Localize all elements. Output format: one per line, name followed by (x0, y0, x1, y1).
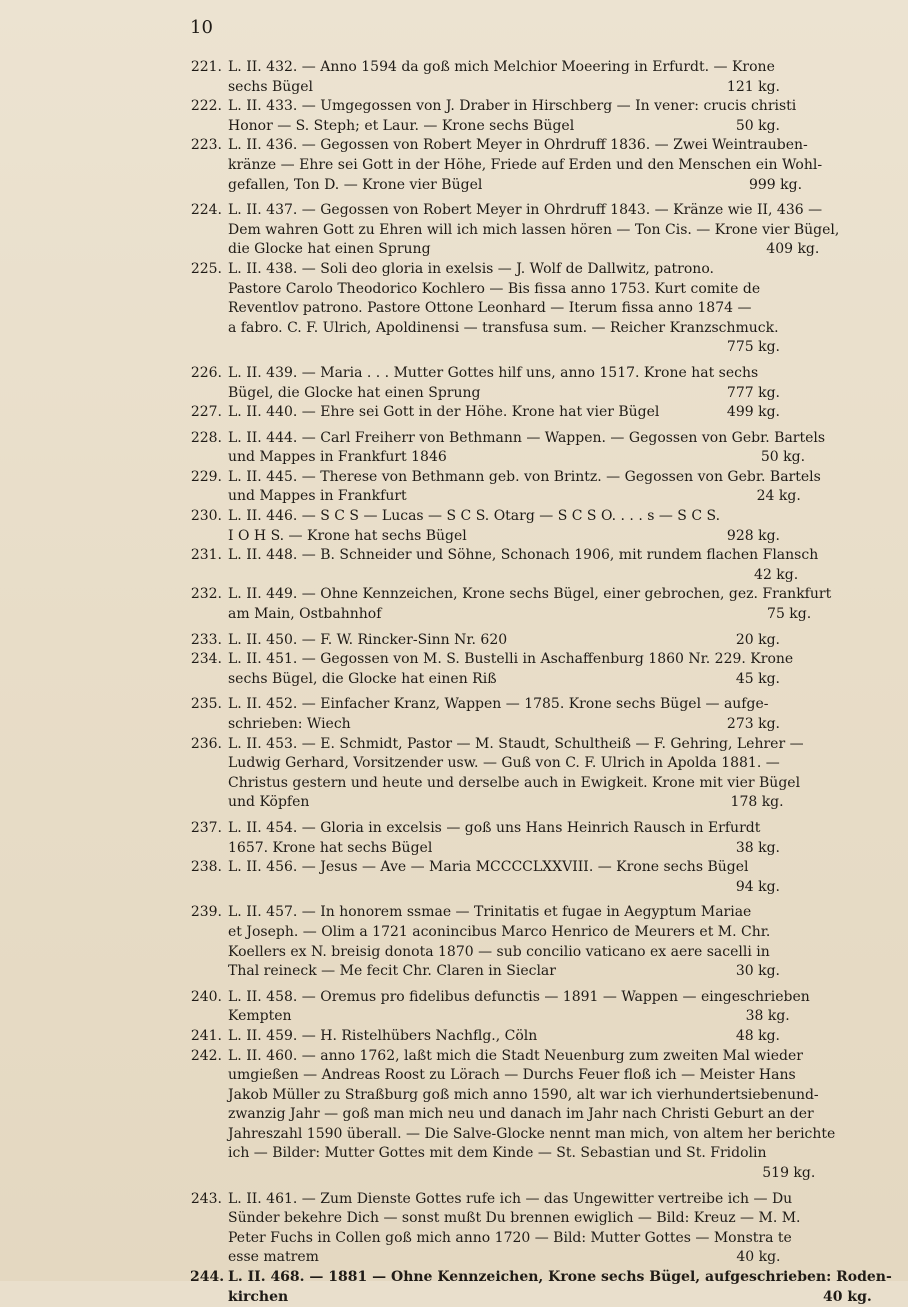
entry-number: 223. (190, 137, 222, 154)
entry-line-text: a fabro. C. F. Ulrich, Apoldinensi — transfusa sum. — Reicher Kranzschmuck. (228, 319, 779, 336)
entry-line-text: esse matrem (228, 1249, 319, 1266)
entry-line (228, 136, 822, 156)
entry-text (228, 735, 804, 813)
entry-number: 222. (190, 98, 222, 115)
entry-line-text: et Joseph. — Olim a 1721 aconincibus Marco Henrico de Meurers et M. Chr. (228, 923, 771, 940)
entry-line (228, 221, 839, 241)
bell-weight: 499 kg. (726, 404, 780, 421)
entry-number: 228. (190, 429, 222, 446)
bell-weight: 273 kg. (726, 716, 780, 732)
entry-line-text: und Mappes in Frankfurt 1846 (228, 449, 447, 466)
entry-text (228, 364, 800, 403)
entry-line-text: sechs Bügel (228, 78, 313, 95)
entry-line-text: schrieben: Wiech (228, 716, 351, 732)
entry-line-text: gefallen, Ton D. — Krone vier Bügel (228, 176, 483, 193)
entry-number: 240. (190, 988, 222, 1005)
entry-237 (190, 819, 800, 858)
entry-line (228, 631, 800, 651)
entry-line-text: Dem wahren Gott zu Ehren will ich mich lassen hören — Ton Cis. — Krone vier Bügel, (228, 221, 840, 238)
entry-number: 238. (190, 859, 222, 876)
entry-text (228, 858, 800, 897)
entry-number: 230. (190, 508, 222, 525)
entry-229 (190, 468, 821, 507)
entry-text (228, 58, 800, 97)
entry-line-text: Christus gestern und heute und derselbe auch in Ewigkeit. Krone mit vier Bügel (228, 774, 801, 791)
entry-line (228, 240, 839, 260)
bell-weight: 999 kg. (748, 176, 803, 193)
entry-line-text: L. II. 437. — Gegossen von Robert Meyer in Ohrdruff 1843. — Kränze wie II, 436 — (228, 202, 823, 219)
entry-line-text: kränze — Ehre sei Gott in der Höhe, Friede auf Erden und den Menschen ein Wohl- (228, 156, 823, 173)
entry-line-text: L. II. 452. — Einfacher Kranz, Wappen — 1785. Krone sechs Bügel — aufge- (228, 696, 769, 713)
entry-line-text: L. II. 468. — 1881 — Ohne Kennzeichen, Krone sechs Bügel, aufgeschrieben: Roden- (228, 1269, 892, 1286)
entry-number: 244. (190, 1269, 225, 1286)
entry-line (228, 260, 800, 280)
entry-241 (190, 1027, 800, 1047)
entry-number: 241. (190, 1027, 222, 1044)
entry-line-text: umgießen — Andreas Roost zu Lörach — Durchs Feuer floß ich — Meister Hans (228, 1067, 796, 1084)
bell-weight: 40 kg. (823, 1288, 872, 1305)
entry-line-text: Peter Fuchs in Collen goß mich anno 1720 — Bild: Mutter Gottes — Monstra te (228, 1229, 792, 1246)
page-number: 10 (190, 17, 213, 38)
entry-line (228, 1086, 835, 1106)
entry-236 (190, 735, 804, 813)
entry-text (228, 546, 818, 585)
entry-231 (190, 546, 819, 585)
entry-line (228, 1027, 800, 1047)
entry-text (228, 1047, 835, 1184)
entry-line (228, 1229, 801, 1249)
entry-line (228, 735, 804, 755)
entry-line-text: und Köpfen (228, 794, 310, 811)
entry-line-text: L. II. 459. — H. Ristelhübers Nachflg., Cöln (228, 1027, 538, 1044)
entry-line (228, 1268, 892, 1288)
entry-line-text: am Main, Ostbahnhof (228, 606, 382, 623)
entry-line-text: Jahreszahl 1590 überall. — Die Salve-Glocke nennt man mich, von altem her berichte (228, 1125, 836, 1142)
entry-line-text: Honor — S. Steph; et Laur. — Krone sechs Bügel (228, 117, 575, 134)
entry-line (228, 78, 800, 98)
entry-text (228, 97, 800, 136)
entry-line (228, 754, 804, 774)
entry-line-text: L. II. 445. — Therese von Bethmann geb. von Brintz. — Gegossen von Gebr. Bartels (228, 468, 821, 485)
entry-line-text: L. II. 433. — Umgegossen von J. Draber in Hirschberg — In vener: crucis christi (228, 98, 797, 115)
bell-weight: 928 kg. (726, 527, 780, 544)
entry-line-text: L. II. 432. — Anno 1594 da goß mich Melchior Moeering in Erfurdt. — Krone (228, 59, 775, 75)
entry-line-text: L. II. 457. — In honorem ssmae — Trinitatis et fugae in Aegyptum Mariae (228, 904, 752, 921)
entry-number: 242. (190, 1047, 222, 1064)
entry-233 (190, 631, 800, 651)
entry-line (228, 1209, 801, 1229)
entry-number: 229. (190, 468, 222, 485)
entry-line (228, 1190, 801, 1210)
entry-text (228, 403, 800, 423)
entry-number: 233. (190, 631, 222, 648)
entry-text (228, 1268, 892, 1307)
entry-line (228, 1144, 835, 1182)
bell-weight: 178 kg. (730, 794, 784, 811)
entry-line (228, 1248, 801, 1268)
entry-line (228, 546, 818, 566)
entry-line-text: L. II. 448. — B. Schneider und Söhne, Schonach 1906, mit rundem flachen Flansch (228, 547, 819, 564)
entry-line-text: sechs Bügel, die Glocke hat einen Riß (228, 670, 497, 687)
entry-line-text: L. II. 446. — S C S — Lucas — S C S. Otarg — S C S O. . . . s — S C S. (228, 508, 721, 525)
entry-line (228, 670, 800, 690)
entry-line (228, 468, 821, 488)
entry-line-text: L. II. 461. — Zum Dienste Gottes rufe ich — das Ungewitter vertreibe ich — Du (228, 1190, 793, 1207)
bell-weight: 42 kg. (754, 566, 799, 583)
entry-239 (190, 903, 800, 981)
entry-line-text: L. II. 440. — Ehre sei Gott in der Höhe. Krone hat vier Bügel (228, 404, 660, 421)
entry-line-text: 1657. Krone hat sechs Bügel (228, 839, 433, 856)
entry-line (228, 1105, 835, 1125)
entry-line-text: kirchen (228, 1288, 289, 1305)
entry-line-text: L. II. 449. — Ohne Kennzeichen, Krone sechs Bügel, einer gebrochen, gez. Frankfurt (228, 586, 832, 603)
entry-line (228, 448, 825, 468)
entry-line-text: und Mappes in Frankfurt (228, 488, 407, 505)
entry-235 (190, 695, 800, 734)
entry-line (228, 943, 800, 963)
bell-weight: 777 kg. (726, 384, 780, 401)
entry-line-text: L. II. 450. — F. W. Rincker-Sinn Nr. 620 (228, 631, 508, 648)
entry-line-text: L. II. 438. — Soli deo gloria in exelsis — J. Wolf de Dallwitz, patrono. (228, 260, 714, 277)
bell-weight: 409 kg. (766, 241, 820, 258)
entry-number: 236. (190, 735, 222, 752)
entry-number: 231. (190, 547, 222, 564)
entry-line (228, 923, 800, 943)
entry-227 (190, 403, 800, 423)
entry-number: 226. (190, 364, 222, 381)
entry-226 (190, 364, 800, 403)
entry-line (228, 156, 822, 176)
bell-weight: 75 kg. (767, 606, 812, 623)
entry-line (228, 715, 800, 735)
entry-line (228, 97, 800, 117)
entry-number: 225. (190, 260, 222, 277)
bell-weight: 20 kg. (735, 631, 780, 648)
bell-weight: 38 kg. (745, 1008, 790, 1025)
entry-list (190, 58, 892, 1307)
entry-text (228, 585, 831, 624)
entry-225 (190, 260, 800, 358)
entry-line (228, 1125, 835, 1145)
entry-line (228, 364, 800, 384)
entry-text (228, 136, 822, 195)
entry-line-text: Reventlov patrono. Pastore Ottone Leonhard — Iterum fissa anno 1874 — (228, 300, 752, 317)
entry-number: 235. (190, 696, 222, 713)
entry-number: 243. (190, 1190, 222, 1207)
entry-line (228, 988, 810, 1008)
entry-line-text: L. II. 453. — E. Schmidt, Pastor — M. Staudt, Schultheiß — F. Gehring, Lehrer — (228, 735, 804, 752)
entry-line-text: Thal reineck — Me fecit Chr. Claren in Sieclar (228, 963, 556, 980)
entry-text (228, 650, 800, 689)
entry-line (228, 1047, 835, 1067)
entry-242 (190, 1047, 836, 1184)
bell-weight: 519 kg. (762, 1165, 816, 1182)
entry-line (228, 201, 839, 221)
entry-line-text: I O H S. — Krone hat sechs Bügel (228, 527, 467, 544)
entry-line (228, 793, 804, 813)
entry-number: 232. (190, 586, 222, 603)
entry-number: 234. (190, 651, 222, 668)
entry-238 (190, 858, 800, 897)
entry-line-text: L. II. 456. — Jesus — Ave — Maria MCCCCLXXVIII. — Krone sechs Bügel (228, 859, 749, 876)
entry-number: 239. (190, 904, 222, 921)
entry-text (228, 988, 810, 1027)
entry-line (228, 319, 800, 339)
entry-line (228, 527, 800, 547)
entry-line-text: L. II. 436. — Gegossen von Robert Meyer in Ohrdruff 1836. — Zwei Weintrauben- (228, 137, 808, 154)
entry-line-text: L. II. 460. — anno 1762, laßt mich die Stadt Neuenburg zum zweiten Mal wieder (228, 1047, 803, 1064)
entry-line (228, 1007, 810, 1027)
entry-text (228, 507, 800, 546)
entry-line-text: Bügel, die Glocke hat einen Sprung (228, 384, 481, 401)
bell-weight: 30 kg. (735, 963, 780, 980)
entry-number: 227. (190, 404, 222, 421)
entry-line (228, 403, 800, 423)
entry-line-text: zwanzig Jahr — goß man mich neu und danach im Jahr nach Christi Geburt an der (228, 1106, 814, 1123)
bell-weight: 48 kg. (735, 1027, 780, 1044)
entry-line (228, 280, 800, 300)
entry-222 (190, 97, 800, 136)
entry-text (228, 201, 839, 260)
bell-weight: 50 kg. (760, 449, 806, 466)
entry-221 (190, 58, 800, 97)
entry-text (228, 1027, 800, 1047)
entry-line (228, 858, 800, 878)
entry-text (228, 1190, 801, 1268)
entry-243 (190, 1190, 800, 1268)
entry-text (228, 468, 821, 507)
bell-weight: 40 kg. (736, 1249, 781, 1266)
entry-line-text: Jakob Müller zu Straßburg goß mich anno 1590, alt war ich vierhundertsiebenund- (228, 1086, 819, 1103)
entry-line (228, 299, 800, 319)
entry-240 (190, 988, 810, 1027)
entry-line (228, 774, 804, 794)
entry-line-text: Koellers ex N. breisig donota 1870 — sub concilio vaticano ex aere sacelli in (228, 943, 770, 960)
entry-line (228, 429, 825, 449)
entry-line (228, 605, 831, 625)
entry-line-text: Pastore Carolo Theodorico Kochlero — Bis fissa anno 1753. Kurt comite de (228, 280, 761, 297)
bell-weight: 38 kg. (735, 839, 780, 856)
entry-line-text: L. II. 451. — Gegossen von M. S. Bustelli in Aschaffenburg 1860 Nr. 229. Krone (228, 651, 794, 668)
entry-line (228, 650, 800, 670)
entry-line (228, 117, 800, 137)
entry-text (228, 695, 800, 734)
entry-230 (190, 507, 800, 546)
entry-text (228, 903, 800, 981)
entry-line-text: Kempten (228, 1008, 292, 1025)
entry-234 (190, 650, 800, 689)
entry-number: 224. (190, 202, 222, 219)
entry-number: 237. (190, 819, 222, 836)
bell-weight: 775 kg. (726, 339, 780, 356)
entry-line (228, 585, 831, 605)
entry-line-text: L. II. 444. — Carl Freiherr von Bethmann — Wappen. — Gegossen von Gebr. Bartels (228, 429, 826, 446)
entry-line (228, 903, 800, 923)
entry-232 (190, 585, 832, 624)
entry-line (228, 1288, 892, 1307)
bell-weight: 45 kg. (735, 670, 780, 687)
bell-weight: 50 kg. (735, 117, 780, 134)
entry-text (228, 260, 800, 358)
entry-text (228, 631, 800, 651)
entry-line-text: Ludwig Gerhard, Vorsitzender usw. — Guß von C. F. Ulrich in Apolda 1881. — (228, 755, 780, 772)
bell-weight: 121 kg. (726, 78, 780, 95)
entry-line-text: L. II. 454. — Gloria in excelsis — goß uns Hans Heinrich Rausch in Erfurdt (228, 819, 761, 836)
entry-line (228, 384, 800, 404)
entry-244 (190, 1268, 892, 1307)
entry-line (228, 58, 800, 78)
entry-line-text: L. II. 458. — Oremus pro fidelibus defunctis — 1891 — Wappen — eingeschrieben (228, 988, 810, 1005)
entry-line (228, 695, 800, 715)
entry-line-text: Sünder bekehre Dich — sonst mußt Du brennen ewiglich — Bild: Kreuz — M. M. (228, 1210, 801, 1227)
entry-line-text: die Glocke hat einen Sprung (228, 241, 431, 258)
entry-line (228, 1066, 835, 1086)
entry-number: 221. (190, 59, 222, 75)
entry-line-text: ich — Bilder: Mutter Gottes mit dem Kinde — St. Sebastian und St. Fridolin (228, 1145, 767, 1162)
entry-224 (190, 201, 840, 260)
entry-228 (190, 429, 826, 468)
entry-line (228, 839, 800, 859)
entry-line (228, 487, 821, 507)
entry-line (228, 962, 800, 982)
bell-weight: 24 kg. (756, 488, 801, 505)
entry-text (228, 429, 825, 468)
entry-223 (190, 136, 823, 195)
entry-line-text: L. II. 439. — Maria . . . Mutter Gottes hilf uns, anno 1517. Krone hat sechs (228, 364, 759, 381)
entry-text (228, 819, 800, 858)
bell-weight: 94 kg. (735, 878, 780, 895)
entry-line (228, 176, 822, 196)
entry-line (228, 819, 800, 839)
entry-line (228, 507, 800, 527)
